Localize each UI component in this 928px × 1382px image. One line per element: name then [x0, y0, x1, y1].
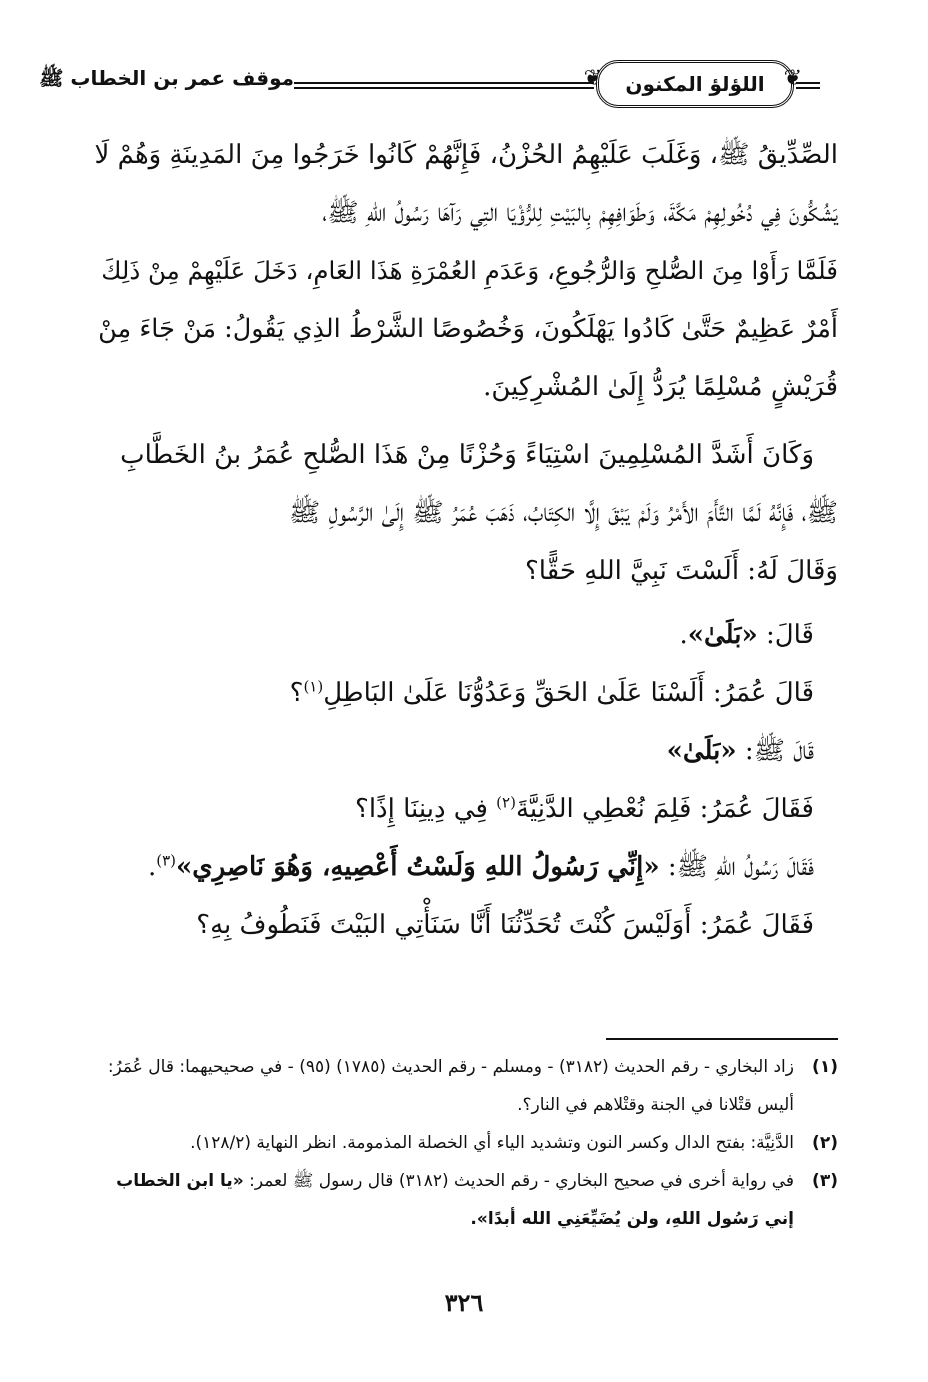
punctuation: .: [147, 852, 157, 882]
footnote-text: [88, 1162, 794, 1238]
dialog-speaker: قَالَ ﷺ:: [744, 736, 814, 766]
dialog-speaker: فَقَالَ رَسُولُ اللهِ ﷺ:: [667, 852, 814, 882]
dialog-line: [88, 896, 814, 954]
header-rule-left: [294, 82, 412, 89]
dialog-speaker: قَالَ:: [765, 620, 814, 650]
footnote-text: الدَّنِيَّة: بفتح الدال وكسر النون وتشديد الياء أي الخصلة المذمومة. انظر النهاية (١٢٨/٢).: [190, 1133, 794, 1153]
footnote-ref[interactable]: (٢): [496, 793, 516, 812]
page-number: ٣٢٦: [444, 1288, 484, 1317]
dialog-line: [88, 722, 814, 780]
footnote-3: [88, 1162, 838, 1238]
dialog-block: [88, 606, 838, 954]
footnote-quote: «يا ابن الخطاب إني رَسُول اللهِ، ولن يُضَيِّعَنِي الله أبدًا».: [116, 1171, 794, 1229]
text-line: وَكَانَ أَشَدَّ المُسْلِمِينَ اسْتِيَاءً وَحُزْنًا مِنْ هَذَا الصُّلحِ عُمَرُ بنُ الخَطَّابِ: [120, 440, 814, 470]
footnote-separator: [606, 1038, 838, 1040]
dialog-line: [88, 664, 814, 722]
dialog-text: فَقَالَ عُمَرُ: أَوَلَيْسَ كُنْتَ تُحَدِّثُنَا أَنَّا سَنَأْتِي البَيْتَ فَنَطُوفُ بِهِ؟: [196, 910, 814, 940]
footnote-ref[interactable]: (١): [303, 677, 324, 696]
text-line: الصِّدِّيقُ ﷺ، وَغَلَبَ عَلَيْهِمُ الحُزْنُ، فَإِنَّهُمْ كَانُوا خَرَجُوا مِنَ المَدِينَةِ وَهُمْ لَا: [94, 140, 838, 170]
punctuation: ؟: [289, 678, 304, 708]
paragraph-2: [88, 426, 838, 600]
prophet-quote: «إِنِّي رَسُولُ اللهِ وَلَسْتُ أَعْصِيهِ، وَهُوَ نَاصِرِي»: [175, 852, 660, 882]
book-title: اللؤلؤ المكنون: [596, 60, 794, 108]
text-line: فَلَمَّا رَأَوْا مِنَ الصُّلحِ وَالرُّجُوعِ، وَعَدَمِ العُمْرَةِ هَذَا العَامِ، دَخَلَ عَلَيْهِمْ مِنْ ذَلِكَ: [101, 256, 838, 285]
chapter-title: موقف عمر بن الخطاب ﷺ: [39, 66, 294, 90]
footnote-ref[interactable]: (٣): [156, 851, 176, 870]
footnote-text-part: في رواية أخرى في صحيح البخاري - رقم الحديث (٣١٨٢) قال رسول ﷺ لعمر:: [249, 1171, 794, 1191]
footnote-number: (١): [812, 1057, 838, 1077]
prophet-quote: «بَلَىٰ»: [666, 736, 737, 766]
prophet-quote: «بَلَىٰ»: [687, 620, 758, 650]
footnote-text: زاد البخاري - رقم الحديث (٣١٨٢) - ومسلم - رقم الحديث (١٧٨٥) (٩٥) - في صحيحيهما: قال عُمَرُ: أليس قتْلانا في الجنة وقتْلاهم في النار؟.: [107, 1057, 794, 1115]
dialog-text: قَالَ عُمَرُ: أَلَسْنَا عَلَىٰ الحَقِّ وَعَدُوُّنَا عَلَىٰ البَاطِلِ: [323, 678, 814, 708]
punctuation: .: [679, 620, 688, 650]
running-header: [39, 58, 824, 114]
footnotes: [88, 1048, 838, 1238]
footnote-2: [88, 1124, 838, 1162]
text-line: وَقَالَ لَهُ: أَلَسْتَ نَبِيَّ اللهِ حَقًّا؟: [524, 556, 838, 586]
dialog-text: فِي دِينِنَا إِذًا؟: [355, 794, 488, 824]
text-line: قُرَيْشٍ مُسْلِمًا يُرَدُّ إِلَىٰ المُشْرِكِينَ.: [483, 372, 838, 402]
text-line: يَشُكُّونَ فِي دُخُولِهِمْ مَكَّةَ، وَطَوَافِهِمْ بِالبَيْتِ لِلرُّؤْيَا التِي رَآهَا رَسُولُ اللهِ ﷺ،: [322, 198, 838, 228]
paragraph-1: [88, 126, 838, 416]
text-line: أَمْرٌ عَظِيمٌ حَتَّىٰ كَادُوا يَهْلَكُونَ، وَخُصُوصًا الشَّرْطُ الذِي يَقُولُ: مَنْ جَاءَ مِنْ: [98, 314, 838, 344]
dialog-line: [88, 780, 814, 838]
ornament-icon: ❦: [583, 66, 602, 91]
dialog-line: [88, 606, 814, 664]
text-line: ﷺ، فَإِنَّهُ لَمَّا التَّأَمَ الأَمْرُ وَلَمْ يَبْقَ إِلَّا الكِتَابُ، ذَهَبَ عُمَرُ ﷺ إِلَىٰ الرَّسُولِ ﷺ: [288, 498, 838, 528]
footnote-number: (٢): [812, 1133, 838, 1153]
footnote-1: [88, 1048, 838, 1124]
dialog-text: فَقَالَ عُمَرُ: فَلِمَ نُعْطِي الدَّنِيَّةَ: [515, 794, 814, 824]
main-text: [88, 126, 838, 954]
dialog-line: [88, 838, 814, 896]
ornament-icon: ❦: [783, 66, 802, 91]
footnote-number: (٣): [812, 1171, 838, 1191]
